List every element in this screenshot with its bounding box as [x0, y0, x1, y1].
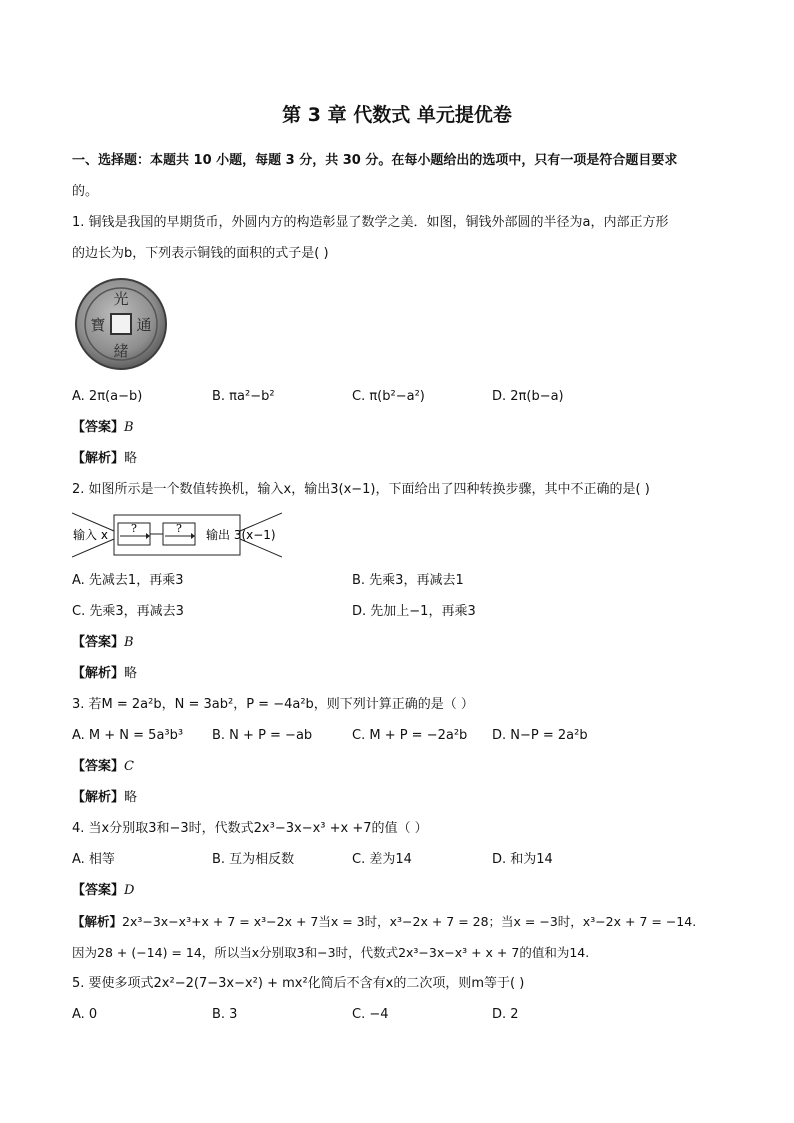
question-4-stem: 4. 当x分别取3和−3时，代数式2x³−3x−x³ +x +7的值（ ） — [72, 821, 428, 836]
q4-option-c[interactable]: C. 差为14 — [352, 852, 412, 867]
analysis-label: 【解析】 — [72, 451, 125, 466]
question-3-options — [72, 720, 722, 751]
q5-option-a[interactable]: A. 0 — [72, 1007, 98, 1022]
question-3-stem: 3. 若M = 2a²b，N = 3ab²，P = −4a²b，则下列计算正确的是（ ） — [72, 697, 474, 712]
answer-label: 【答案】 — [72, 420, 125, 435]
q4-analysis — [72, 906, 722, 968]
q1-answer-value: B — [124, 420, 134, 435]
q2-option-c[interactable]: C. 先乘3，再减去3 — [72, 604, 184, 619]
q3-option-c[interactable]: C. M + P = −2a²b — [352, 728, 468, 743]
page-title: 第 3 章 代数式 单元提优卷 — [282, 104, 512, 126]
q2-option-a[interactable]: A. 先减去1，再乘3 — [72, 573, 184, 588]
q2-option-d[interactable]: D. 先加上−1，再乘3 — [352, 604, 476, 619]
q4-option-b[interactable]: B. 互为相反数 — [212, 852, 295, 867]
q3-option-d[interactable]: D. N−P = 2a²b — [492, 728, 588, 743]
section-line-2: 的。 — [72, 184, 99, 199]
diagram-q-2: ? — [176, 522, 182, 535]
coin-image — [74, 277, 168, 371]
question-5-options — [72, 999, 722, 1030]
q4-option-a[interactable]: A. 相等 — [72, 852, 115, 867]
coin-char-right: 通 — [136, 316, 152, 334]
question-1-line-1: 1. 铜钱是我国的早期货币，外圆内方的构造彰显了数学之美．如图，铜钱外部圆的半径为a，内部正方形 — [72, 215, 669, 230]
q4-answer — [72, 875, 722, 906]
question-2-options-row-1 — [72, 565, 722, 596]
q3-analysis-text: 略 — [124, 790, 138, 805]
analysis-label: 【解析】 — [72, 914, 123, 929]
answer-label: 【答案】 — [72, 635, 125, 650]
answer-label: 【答案】 — [72, 759, 125, 774]
q1-answer — [72, 412, 722, 443]
q3-option-b[interactable]: B. N + P = −ab — [212, 728, 313, 743]
conversion-machine-diagram — [72, 511, 282, 559]
question-1-line-2: 的边长为b，下列表示铜钱的面积的式子是( ) — [72, 246, 329, 261]
q2-answer-value: B — [124, 635, 134, 650]
question-2-options-row-2 — [72, 596, 722, 627]
question-5-stem: 5. 要使多项式2x²−2(7−3x−x²) + mx²化简后不含有x的二次项，则m等于( ) — [72, 976, 525, 991]
section-line-1: 一、选择题：本题共 10 小题，每题 3 分，共 30 分。在每小题给出的选项中，只有一项是符合题目要求 — [72, 153, 678, 168]
analysis-label: 【解析】 — [72, 790, 125, 805]
q2-analysis-text: 略 — [124, 666, 138, 681]
question-4-options — [72, 844, 722, 875]
question-2-stem: 2. 如图所示是一个数值转换机，输入x，输出3(x−1)，下面给出了四种转换步骤，其中不正确的是( ) — [72, 482, 650, 497]
q4-analysis-line-1: 2x³−3x−x³+x + 7 = x³−2x + 7当x = 3时，x³−2x + 7 = 28；当x = −3时，x³−2x + 7 = −14. — [122, 914, 697, 929]
q2-analysis — [72, 658, 722, 689]
diagram-output-label: 输出 3(x−1) — [206, 528, 276, 542]
q3-answer-value: C — [124, 759, 134, 774]
q2-option-b[interactable]: B. 先乘3，再减去1 — [352, 573, 464, 588]
q1-option-d[interactable]: D. 2π(b−a) — [492, 389, 564, 404]
q1-option-c[interactable]: C. π(b²−a²) — [352, 389, 425, 404]
q5-option-c[interactable]: C. −4 — [352, 1007, 389, 1022]
q3-analysis — [72, 782, 722, 813]
q3-option-a[interactable]: A. M + N = 5a³b³ — [72, 728, 184, 743]
section-heading — [72, 145, 722, 207]
q1-analysis-text: 略 — [124, 451, 138, 466]
q4-analysis-line-2: 因为28 + (−14) = 14，所以当x分别取3和−3时，代数式2x³−3x−x³ + x + 7的值和为14. — [72, 945, 590, 960]
exam-page — [72, 100, 722, 1030]
diagram-input-label: 输入 x — [73, 528, 108, 542]
coin-char-bottom: 緒 — [113, 342, 129, 360]
coin-char-left: 寶 — [90, 316, 106, 334]
q4-option-d[interactable]: D. 和为14 — [492, 852, 553, 867]
q3-answer — [72, 751, 722, 782]
q5-option-d[interactable]: D. 2 — [492, 1007, 519, 1022]
coin-char-top: 光 — [113, 290, 129, 308]
q2-answer — [72, 627, 722, 658]
q1-option-b[interactable]: B. πa²−b² — [212, 389, 275, 404]
question-1-stem — [72, 207, 722, 269]
question-1-options — [72, 381, 722, 412]
answer-label: 【答案】 — [72, 883, 125, 898]
q1-analysis — [72, 443, 722, 474]
analysis-label: 【解析】 — [72, 666, 125, 681]
q5-option-b[interactable]: B. 3 — [212, 1007, 238, 1022]
diagram-q-1: ? — [131, 522, 137, 535]
q1-option-a[interactable]: A. 2π(a−b) — [72, 389, 143, 404]
q4-answer-value: D — [124, 883, 135, 898]
